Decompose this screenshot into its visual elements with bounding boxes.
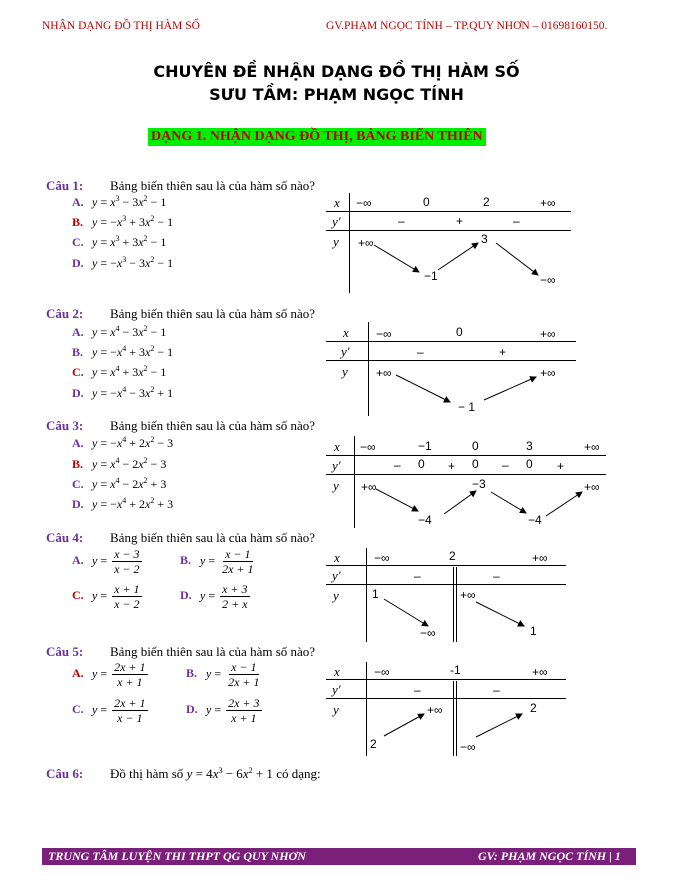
q2-option-c[interactable]: C. $y = x^4 + 3x^2 - 1$: [72, 364, 167, 379]
q5-option-d[interactable]: D. y = $\frac{2x + 3}{x + 1}$: [186, 696, 260, 725]
q3-sign-5: 0: [526, 457, 533, 471]
q3-variation-table: x y′ y −∞ −1 0 3 +∞ – 0 + 0 – 0 + +∞ −4 −3 −4 +∞: [326, 436, 606, 528]
q3-y-2: −3: [472, 477, 486, 491]
q3-option-a[interactable]: A. $y = -x^4 + 2x^2 - 3$: [72, 435, 174, 450]
q5-option-c[interactable]: C. y = $\frac{2x + 1}{x - 1}$: [72, 696, 146, 725]
section-heading: DẠNG 1. NHẬN DẠNG ĐỒ THỊ, BẢNG BIẾN THIÊN: [148, 128, 486, 146]
q3-option-d[interactable]: D. $y = -x^4 + 2x^2 + 3$: [72, 496, 174, 511]
q3-x-1: −1: [418, 439, 432, 453]
q2-x-1: 0: [456, 325, 463, 339]
q3-y-0: +∞: [361, 480, 377, 494]
q5-variation-table: x y′ y −∞ -1 +∞ – – 2 +∞ −∞ 2: [326, 662, 566, 756]
footer-left: TRUNG TÂM LUYỆN THI THPT QG QUY NHƠN: [48, 849, 306, 863]
q4-y-3: 1: [530, 624, 537, 638]
q5-y-2: −∞: [460, 740, 476, 754]
q4-option-d[interactable]: D. y = $\frac{x + 3}{2 + x}$: [180, 582, 248, 611]
question-2-text: Bảng biến thiên sau là của hàm số nào?: [110, 306, 316, 321]
q4-option-c[interactable]: C. y = $\frac{x + 1}{x - 2}$: [72, 582, 140, 611]
footer-right: GV: PHẠM NGỌC TÍNH | 1: [478, 849, 621, 863]
q1-y-0: +∞: [358, 236, 374, 250]
q4-y-2: +∞: [460, 588, 476, 602]
q2-option-a[interactable]: A. $y = x^4 - 3x^2 - 1$: [72, 324, 167, 339]
q5-option-a[interactable]: A. y = $\frac{2x + 1}{x + 1}$: [72, 660, 146, 689]
q4-y-0: 1: [372, 587, 379, 601]
q5-option-b[interactable]: B. y = $\frac{x - 1}{2x + 1}$: [186, 660, 260, 689]
question-4-label: Câu 4:: [46, 530, 84, 545]
q5-sign-1: –: [493, 683, 500, 697]
question-1-text: Bảng biến thiên sau là của hàm số nào?: [110, 178, 316, 193]
q3-sign-3: 0: [472, 457, 479, 471]
question-4-text: Bảng biến thiên sau là của hàm số nào?: [110, 530, 316, 545]
q1-option-b[interactable]: B. $y = -x^3 + 3x^2 - 1$: [72, 214, 174, 229]
q2-x-0: −∞: [376, 327, 392, 341]
q5-x-2: +∞: [532, 665, 548, 679]
footer-bar: [42, 848, 636, 865]
q5-y-1: +∞: [427, 703, 443, 717]
question-6-text: Đồ thị hàm số $y = 4x^3 - 6x^2 + 1$ có dạng:: [110, 766, 321, 781]
q1-sign-1: +: [456, 214, 464, 228]
q4-x-2: +∞: [532, 551, 548, 565]
q2-option-b[interactable]: B. $y = -x^4 + 3x^2 - 1$: [72, 344, 174, 359]
q3-sign-2: +: [448, 459, 456, 473]
q2-y-2: +∞: [540, 366, 556, 380]
q1-x-2: 2: [483, 195, 490, 209]
q1-x-3: +∞: [540, 196, 556, 210]
q2-sign-1: +: [499, 345, 507, 359]
question-6-label: Câu 6:: [46, 766, 84, 781]
q3-sign-1: 0: [418, 457, 425, 471]
q2-variation-table: x y′ y −∞ 0 +∞ – + +∞ − 1 +∞: [326, 322, 576, 416]
q5-y-0: 2: [370, 737, 377, 751]
q1-option-a[interactable]: A. $y = x^3 - 3x^2 - 1$: [72, 194, 167, 209]
q1-option-d[interactable]: D. $y = -x^3 - 3x^2 - 1$: [72, 255, 174, 270]
q3-y-1: −4: [418, 513, 432, 527]
question-5-text: Bảng biến thiên sau là của hàm số nào?: [110, 644, 316, 659]
q3-x-3: 3: [526, 439, 533, 453]
q4-option-b[interactable]: B. y = $\frac{x - 1}{2x + 1}$: [180, 547, 254, 576]
q4-y-1: −∞: [420, 626, 436, 640]
q2-sign-0: –: [417, 345, 424, 359]
q1-option-c[interactable]: C. $y = x^3 + 3x^2 - 1$: [72, 234, 167, 249]
q3-x-2: 0: [472, 439, 479, 453]
q4-sign-1: –: [493, 569, 500, 583]
question-3-label: Câu 3:: [46, 418, 84, 433]
q3-option-c[interactable]: C. $y = x^4 - 2x^2 + 3$: [72, 476, 167, 491]
header-right: GV.PHẠM NGỌC TÍNH – TP.QUY NHƠN – 01698160150.: [326, 20, 608, 32]
q2-y-1: − 1: [458, 400, 476, 414]
q1-sign-2: –: [513, 214, 520, 228]
q5-x-1: -1: [450, 663, 461, 677]
q3-y-3: −4: [528, 513, 542, 527]
q1-x-1: 0: [423, 195, 430, 209]
q2-option-d[interactable]: D. $y = -x^4 - 3x^2 + 1$: [72, 385, 174, 400]
q4-x-0: −∞: [374, 551, 390, 565]
question-2-label: Câu 2:: [46, 306, 84, 321]
q3-option-b[interactable]: B. $y = x^4 - 2x^2 - 3$: [72, 456, 167, 471]
q3-sign-0: –: [394, 458, 401, 472]
q3-sign-4: –: [502, 458, 509, 472]
q5-y-3: 2: [530, 701, 537, 715]
question-1-label: Câu 1:: [46, 178, 84, 193]
q4-variation-table: x y′ y −∞ 2 +∞ – – 1 −∞ +∞ 1: [326, 548, 566, 642]
page-subtitle: SƯU TẦM: PHẠM NGỌC TÍNH: [209, 85, 464, 104]
q1-sign-0: –: [398, 214, 405, 228]
q1-y-3: −∞: [540, 273, 556, 287]
q2-y-0: +∞: [376, 366, 392, 380]
q3-sign-6: +: [557, 459, 565, 473]
q4-sign-0: –: [414, 569, 421, 583]
question-5-label: Câu 5:: [46, 644, 84, 659]
page-title: CHUYÊN ĐỀ NHẬN DẠNG ĐỒ THỊ HÀM SỐ: [153, 62, 520, 81]
q5-sign-0: –: [414, 683, 421, 697]
q3-x-4: +∞: [584, 440, 600, 454]
q4-x-1: 2: [449, 549, 456, 563]
question-3-text: Bảng biến thiên sau là của hàm số nào?: [110, 418, 316, 433]
q4-option-a[interactable]: A. y = $\frac{x - 3}{x - 2}$: [72, 547, 140, 576]
q5-x-0: −∞: [374, 665, 390, 679]
q2-x-2: +∞: [540, 327, 556, 341]
q1-x-0: −∞: [356, 196, 372, 210]
q3-x-0: −∞: [360, 440, 376, 454]
q1-variation-table: x y′ y −∞ 0 2 +∞ – + – +∞ −1 3 −∞: [326, 193, 571, 293]
q1-y-1: −1: [424, 269, 438, 283]
q1-y-2: 3: [481, 232, 488, 246]
header-left: NHẬN DẠNG ĐỒ THỊ HÀM SỐ: [42, 20, 200, 32]
q3-y-4: +∞: [584, 480, 600, 494]
